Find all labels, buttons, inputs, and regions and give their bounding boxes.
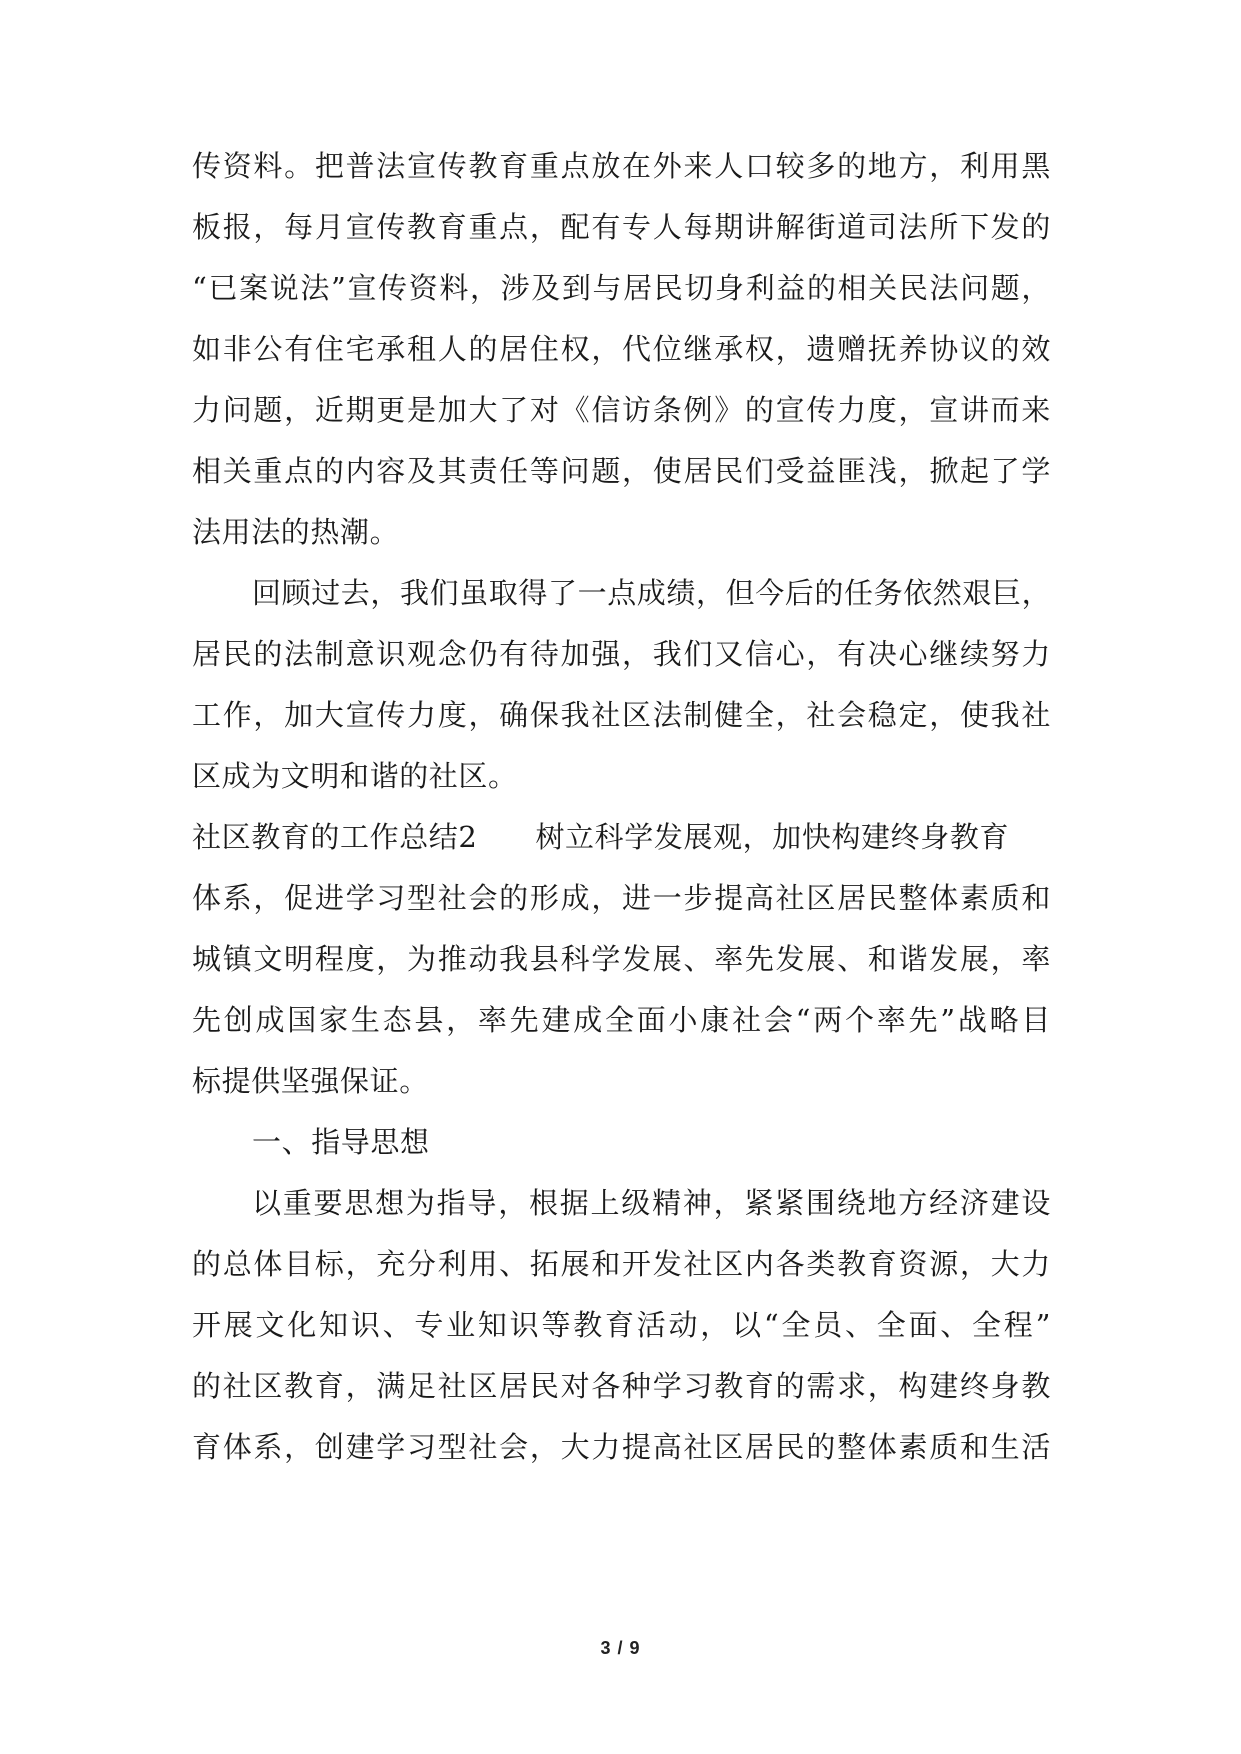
- text-line: 居民的法制意识观念仍有待加强，我们又信心，有决心继续努力: [192, 637, 1051, 671]
- text-line: 区成为文明和谐的社区。: [192, 759, 518, 793]
- text-line: 城镇文明程度，为推动我县科学发展、率先发展、和谐发展，率: [192, 942, 1051, 976]
- text-line: 回顾过去，我们虽取得了一点成绩，但今后的任务依然艰巨，: [252, 576, 1052, 610]
- text-line: 板报，每月宣传教育重点，配有专人每期讲解街道司法所下发的: [192, 210, 1051, 244]
- text-line: 工作，加大宣传力度，确保我社区法制健全，社会稳定，使我社: [192, 698, 1051, 732]
- text-line: 传资料。把普法宣传教育重点放在外来人口较多的地方，利用黑: [192, 149, 1051, 183]
- text-line: 树立科学发展观，加快构建终身教育: [535, 820, 1010, 854]
- text-line: 如非公有住宅承租人的居住权，代位继承权，遗赠抚养协议的效: [192, 332, 1051, 366]
- text-line: 的总体目标，充分利用、拓展和开发社区内各类教育资源，大力: [192, 1247, 1051, 1281]
- text-line: 的社区教育，满足社区居民对各种学习教育的需求，构建终身教: [192, 1369, 1051, 1403]
- section-heading: 一、指导思想: [252, 1125, 430, 1159]
- text-line: 以重要思想为指导，根据上级精神，紧紧围绕地方经济建设: [252, 1186, 1051, 1220]
- text-line: 先创成国家生态县，率先建成全面小康社会“两个率先”战略目: [192, 1003, 1051, 1037]
- section-title-line: [192, 817, 1009, 857]
- text-line: 体系，促进学习型社会的形成，进一步提高社区居民整体素质和: [192, 881, 1051, 915]
- text-line: 力问题，近期更是加大了对《信访条例》的宣传力度，宣讲而来: [192, 393, 1051, 427]
- text-line: 开展文化知识、专业知识等教育活动，以“全员、全面、全程”: [192, 1308, 1051, 1342]
- text-line: “已案说法”宣传资料，涉及到与居民切身利益的相关民法问题，: [192, 271, 1051, 305]
- page-number: 3 / 9: [600, 1638, 641, 1658]
- section-title: 社区教育的工作总结2: [192, 820, 478, 854]
- text-line: 相关重点的内容及其责任等问题，使居民们受益匪浅，掀起了学: [192, 454, 1051, 488]
- text-line: 标提供坚强保证。: [192, 1064, 429, 1098]
- text-line: 法用法的热潮。: [192, 515, 400, 549]
- text-line: 育体系，创建学习型社会，大力提高社区居民的整体素质和生活: [192, 1430, 1051, 1464]
